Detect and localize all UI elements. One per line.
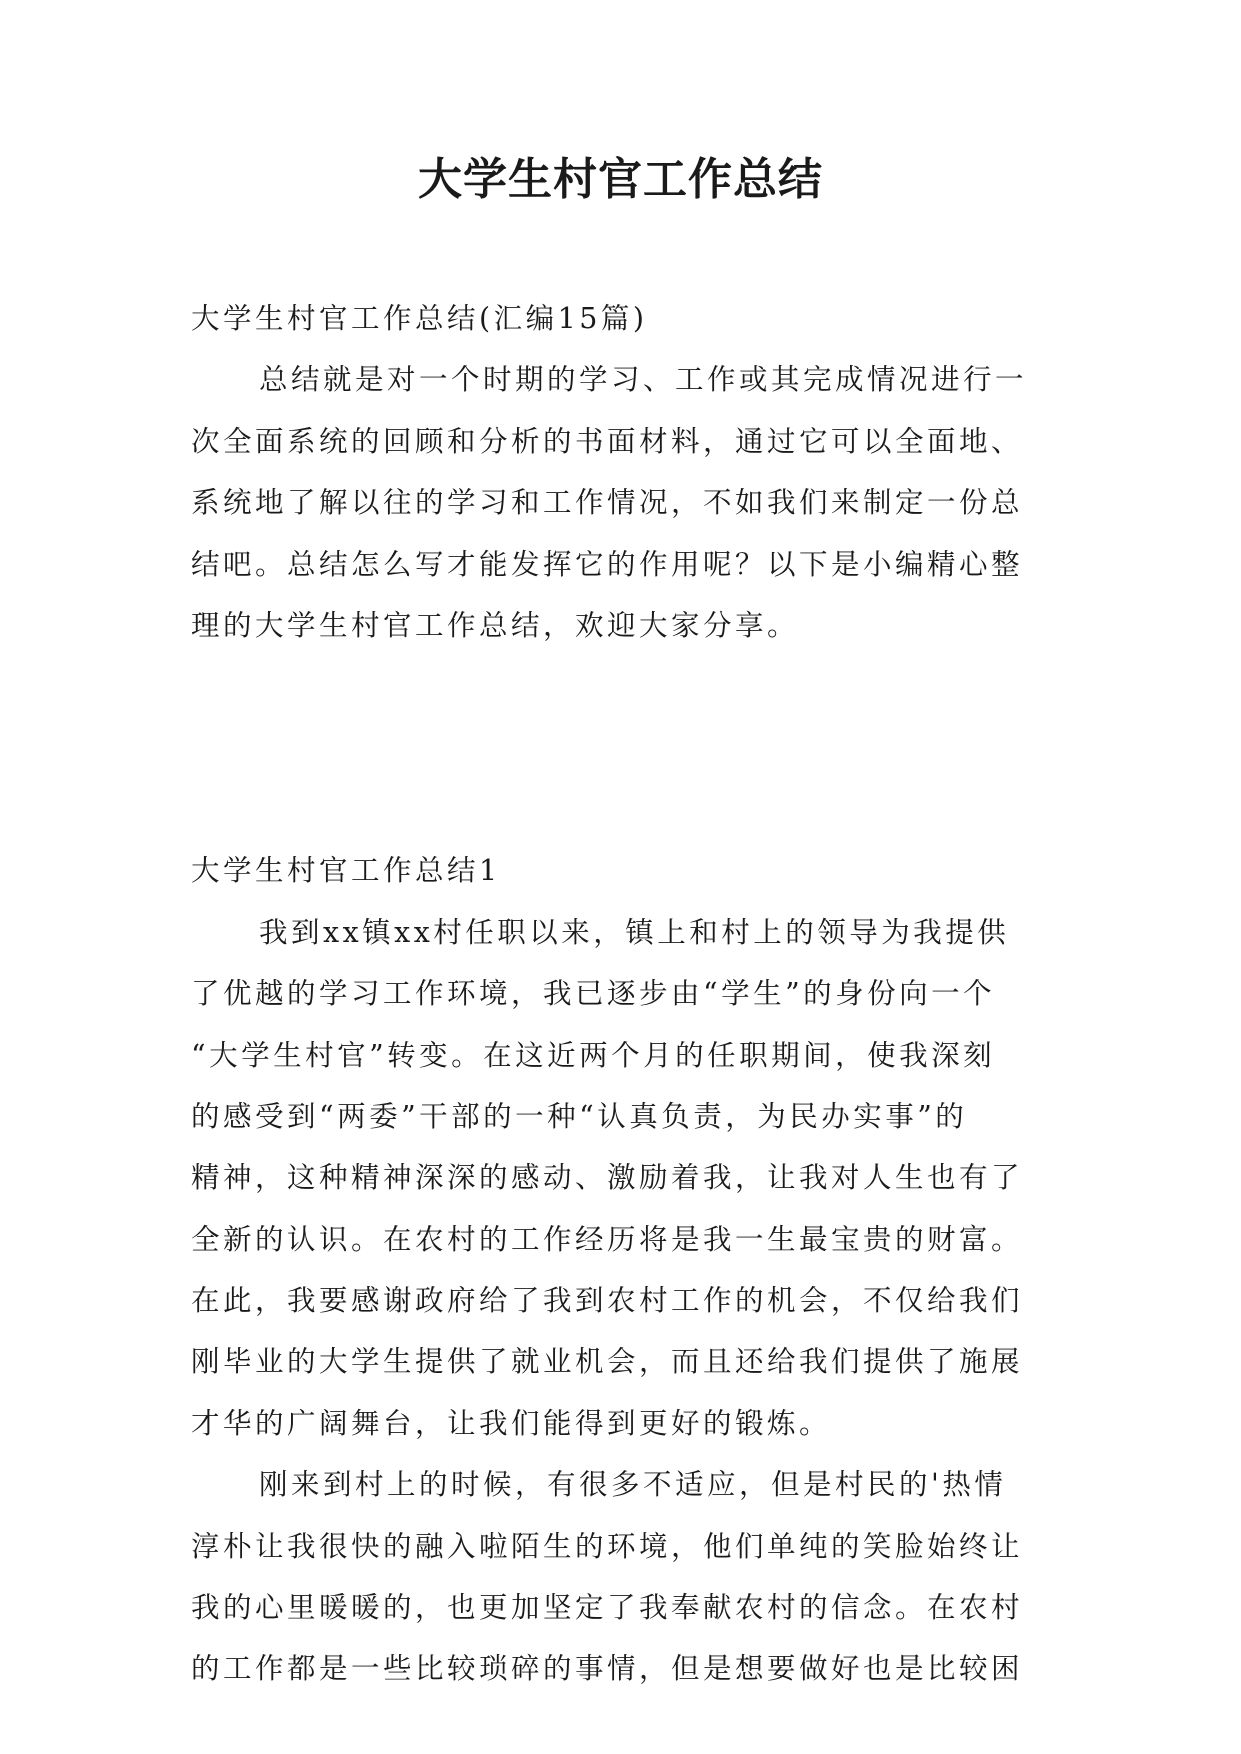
- section-heading: 大学生村官工作总结1: [191, 854, 501, 888]
- paragraph-line: 精神，这种精神深深的感动、激励着我，让我对人生也有了: [191, 1161, 1024, 1195]
- paragraph-line: 的工作都是一些比较琐碎的事情，但是想要做好也是比较困: [191, 1652, 1024, 1686]
- document-subtitle: 大学生村官工作总结(汇编15篇): [191, 302, 648, 335]
- paragraph-line: 在此，我要感谢政府给了我到农村工作的机会，不仅给我们: [191, 1284, 1024, 1318]
- paragraph-line: 系统地了解以往的学习和工作情况，不如我们来制定一份总: [191, 486, 1024, 520]
- intro-paragraph: [191, 349, 1071, 656]
- document-title: 大学生村官工作总结: [418, 154, 823, 205]
- section1-paragraph-2: [191, 1454, 1071, 1700]
- paragraph-line: 的感受到“两委”干部的一种“认真负责，为民办实事”的: [191, 1099, 968, 1133]
- paragraph-line: 全新的认识。在农村的工作经历将是我一生最宝贵的财富。: [191, 1222, 1024, 1256]
- section-spacer: [191, 656, 1071, 840]
- document-body: [191, 288, 1071, 1700]
- paragraph-line: 了优越的学习工作环境，我已逐步由“学生”的身份向一个: [191, 977, 996, 1011]
- paragraph-line: 淳朴让我很快的融入啦陌生的环境，他们单纯的笑脸始终让: [191, 1529, 1024, 1563]
- paragraph-line: 刚来到村上的时候，有很多不适应，但是村民的'热情: [259, 1468, 1007, 1502]
- paragraph-line: 理的大学生村官工作总结，欢迎大家分享。: [191, 608, 800, 642]
- paragraph-line: 我到xx镇xx村任职以来，镇上和村上的领导为我提供: [259, 915, 1010, 949]
- paragraph-line: 才华的广阔舞台，让我们能得到更好的锻炼。: [191, 1406, 832, 1440]
- paragraph-line: 次全面系统的回顾和分析的书面材料，通过它可以全面地、: [191, 424, 1024, 458]
- paragraph-line: 我的心里暖暖的，也更加坚定了我奉献农村的信念。在农村: [191, 1591, 1024, 1625]
- section1-paragraph-1: [191, 902, 1071, 1455]
- paragraph-line: 刚毕业的大学生提供了就业机会，而且还给我们提供了施展: [191, 1345, 1024, 1379]
- paragraph-line: “大学生村官”转变。在这近两个月的任职期间，使我深刻: [191, 1038, 996, 1072]
- paragraph-line: 总结就是对一个时期的学习、工作或其完成情况进行一: [259, 363, 1028, 397]
- paragraph-line: 结吧。总结怎么写才能发挥它的作用呢？以下是小编精心整: [191, 547, 1024, 581]
